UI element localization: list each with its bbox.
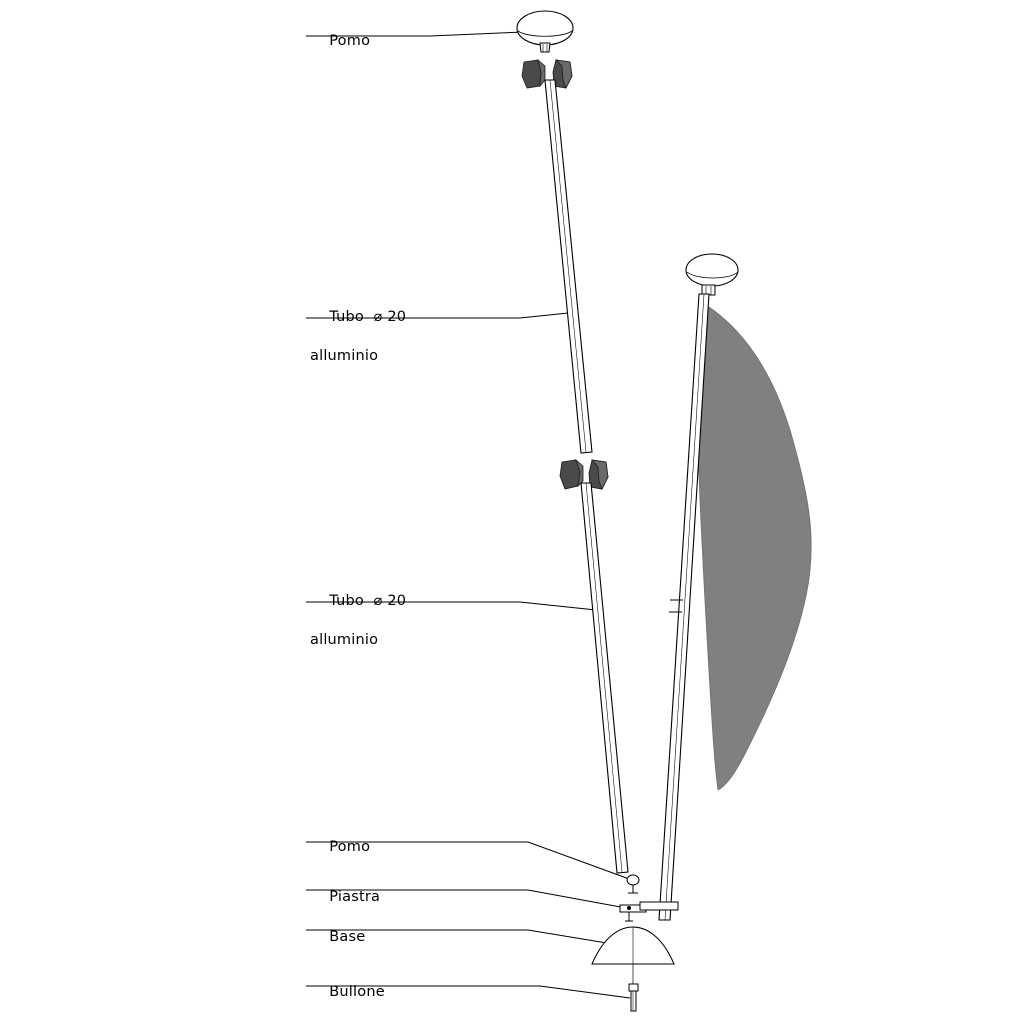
callout-tubo-lower-line2: alluminio xyxy=(310,631,379,648)
callout-bullone-line1: Bullone xyxy=(329,983,385,1000)
callout-pomo-top-line1: Pomo xyxy=(329,32,371,49)
callout-tubo-lower-line1: Tubo ⌀ 20 xyxy=(329,592,407,609)
assembled-pole xyxy=(640,254,811,920)
callout-bullone xyxy=(310,963,385,1022)
callout-tubo-upper-line1: Tubo ⌀ 20 xyxy=(329,308,407,325)
callout-pomo-bottom-line1: Pomo xyxy=(329,838,371,855)
callout-base-line1: Base xyxy=(329,928,366,945)
base-dome xyxy=(592,927,674,964)
tube-lower xyxy=(581,483,628,873)
callout-base xyxy=(310,908,365,967)
tube-upper xyxy=(545,80,592,453)
callout-tubo-lower xyxy=(310,572,406,689)
callout-tubo-upper xyxy=(310,288,406,405)
callout-pomo-top xyxy=(310,12,370,71)
knob-top xyxy=(517,11,573,52)
callout-piastra-line1: Piastra xyxy=(329,888,381,905)
flag xyxy=(697,305,811,790)
callout-tubo-upper-line2: alluminio xyxy=(310,347,379,364)
knob-bottom xyxy=(627,875,639,893)
bolt xyxy=(629,964,638,1011)
